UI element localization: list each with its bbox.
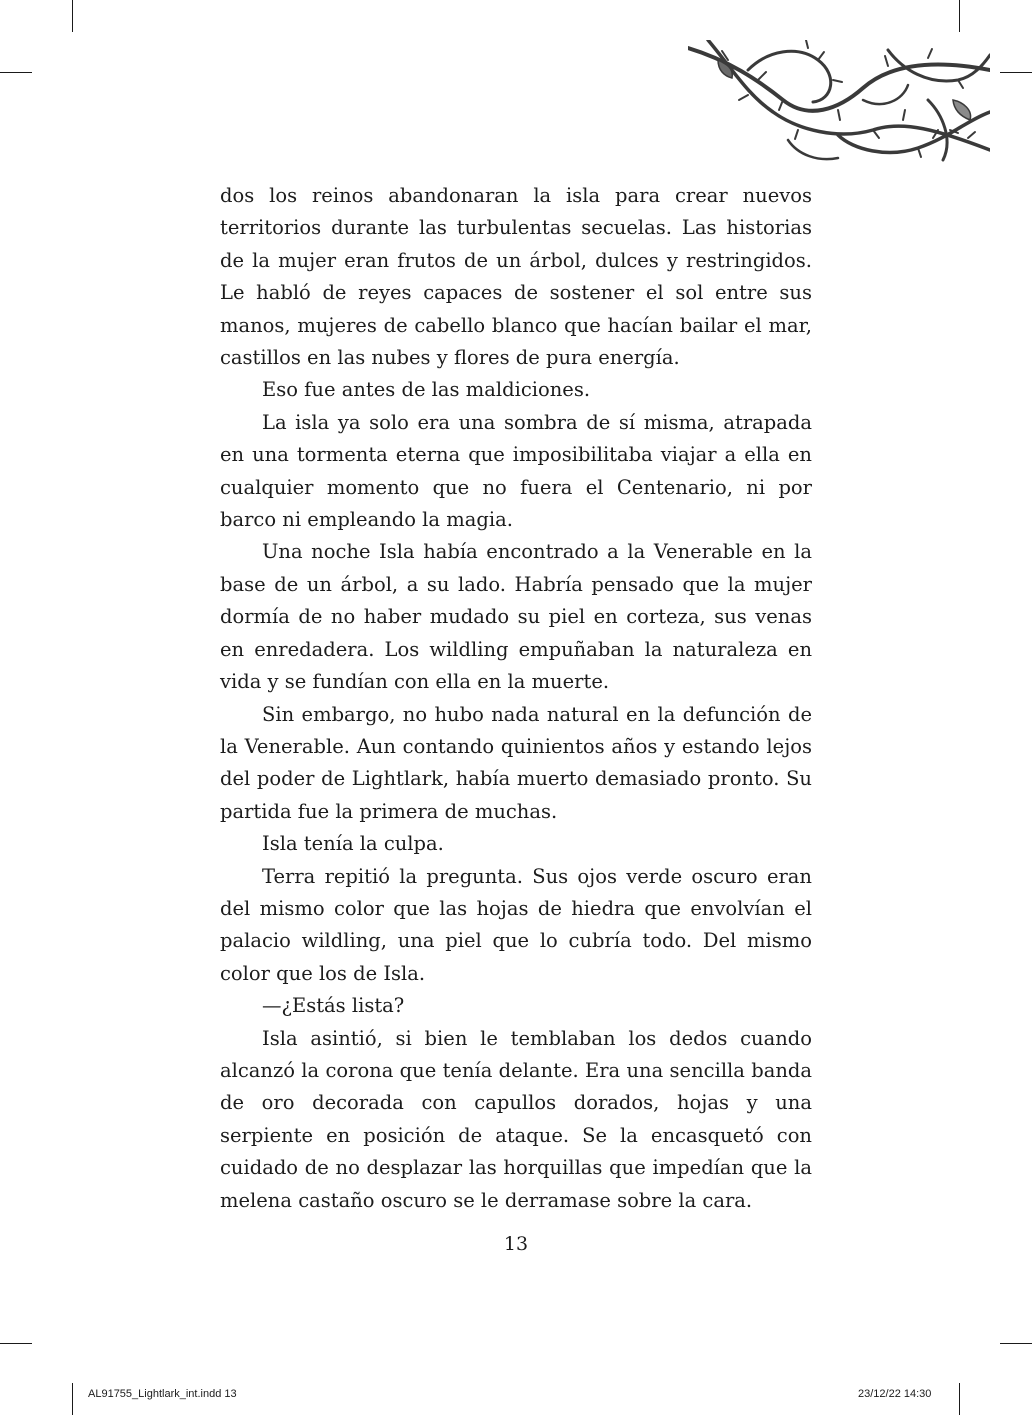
crop-mark-bottom-left [72,1383,73,1415]
crop-mark-right-bottom [1000,1343,1032,1344]
paragraph: La isla ya solo era una sombra de sí misma, atrapada en una tormenta eterna que imposibilitaba viajar a ella en cualquier momento que no fuera el Centenario, ni por barco ni empleando la magia. [220,410,812,532]
crop-mark-left-top [0,72,32,73]
paragraph: Eso fue antes de las maldiciones. [262,378,591,402]
paragraph: dos los reinos abandonaran la isla para crear nuevos territorios durante las turbulentas secuelas. Las historias de la mujer eran frutos de un árbol, dulces y restringidos. Le habló de reyes capaces de sostener el sol entre sus manos, mujeres de cabello blanco que hacían bailar el mar, castillos en las nubes y flores de pura energía. [220,184,812,370]
page-number: 13 [503,1233,529,1255]
paragraph: —¿Estás lista? [262,994,405,1018]
paragraph: Terra repitió la pregunta. Sus ojos verde oscuro eran del mismo color que las hojas de hiedra que envolvían el palacio wildling, una piel que lo cubría todo. Del mismo color que los de Isla. [220,864,812,985]
paragraph: Sin embargo, no hubo nada natural en la defunción de la Venerable. Aun contando quinientos años y estando lejos del poder de Lightlark, había muerto demasiado pronto. Su partida fue la primera de muchas. [220,702,812,823]
slug-date-time: 23/12/22 14:30 [858,1388,932,1400]
crop-mark-top-left [72,0,73,32]
crop-mark-bottom-right [959,1383,960,1415]
crop-mark-top-right [959,0,960,32]
crop-mark-left-bottom [0,1343,32,1344]
crop-mark-right-top [1000,72,1032,73]
body-text [220,180,812,1217]
paragraph: Isla asintió, si bien le temblaban los dedos cuando alcanzó la corona que tenía delante. Era una sencilla banda de oro decorada con capullos dorados, hojas y una serpiente en posición de ataque. Se la encasquetó con cuidado de no desplazar las horquillas que impedían que la melena castaño oscuro se le derramase sobre la cara. [220,1026,812,1212]
paragraph: Una noche Isla había encontrado a la Venerable en la base de un árbol, a su lado. Habría pensado que la mujer dormía de no haber mudado su piel en corteza, sus venas en enredadera. Los wildling empuñaban la naturaleza en vida y se fundían con ella en la muerte. [220,540,812,694]
paragraph: Isla tenía la culpa. [262,832,444,856]
slug-file-info: AL91755_Lightlark_int.indd 13 [88,1388,237,1400]
thorny-vine-ornament-icon [688,40,990,165]
